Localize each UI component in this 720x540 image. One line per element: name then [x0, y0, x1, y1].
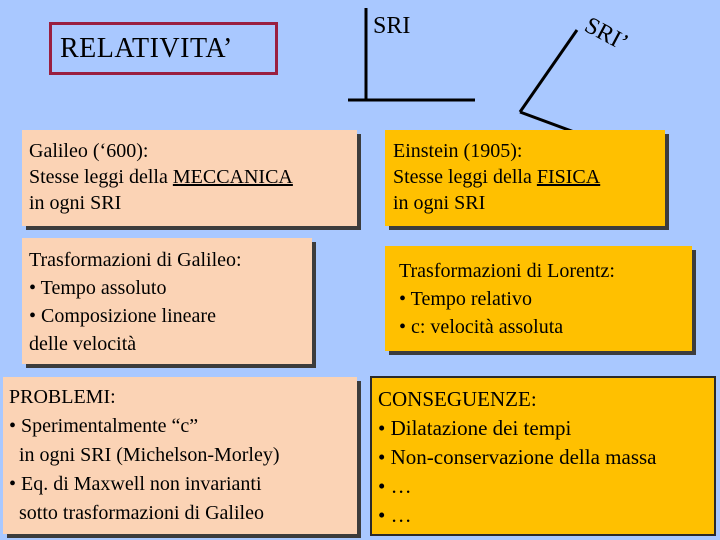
einstein-heading: Einstein (1905): — [393, 140, 523, 162]
list-item: • … — [378, 503, 412, 527]
galileo-statement-prefix: Stesse leggi della — [29, 166, 173, 188]
list-item: • Tempo assoluto — [29, 277, 167, 299]
lorentz-transformations-box — [385, 246, 692, 351]
list-item: • c: velocità assoluta — [399, 316, 564, 338]
list-item: • Dilatazione dei tempi — [378, 416, 572, 440]
consequences-heading: CONSEGUENZE: — [378, 387, 537, 411]
galileo-principle-box — [22, 130, 357, 226]
consequences-box — [370, 376, 716, 536]
list-item: • … — [378, 474, 412, 498]
list-item: • Non-conservazione della massa — [378, 445, 657, 469]
list-item: in ogni SRI (Michelson-Morley) — [19, 444, 280, 466]
einstein-scope: in ogni SRI — [393, 192, 486, 214]
galileo-scope: in ogni SRI — [29, 192, 122, 214]
galileo-statement — [29, 164, 350, 190]
galileo-transformations-heading: Trasformazioni di Galileo: — [29, 249, 242, 271]
list-item: • Composizione lineare — [29, 305, 216, 327]
list-item: • Eq. di Maxwell non invarianti — [9, 473, 262, 495]
list-item: • Sperimentalmente “c” — [9, 415, 199, 437]
list-item: delle velocità — [29, 333, 137, 355]
galileo-transformations-box — [22, 238, 312, 364]
galileo-heading: Galileo (‘600): — [29, 140, 149, 162]
list-item: sotto trasformazioni di Galileo — [19, 502, 264, 524]
fisica-underlined: FISICA — [536, 166, 601, 188]
slide-title: RELATIVITA’ — [49, 22, 278, 75]
einstein-statement — [393, 164, 657, 190]
list-item: • Tempo relativo — [399, 288, 532, 310]
sri-label: SRI — [373, 13, 411, 39]
einstein-principle-box — [385, 130, 665, 226]
einstein-statement-prefix: Stesse leggi della — [393, 166, 537, 188]
sri-prime-label: SRI’ — [580, 12, 633, 57]
sri-prime-y-axis — [520, 30, 577, 112]
meccanica-underlined: MECCANICA — [172, 166, 293, 188]
lorentz-transformations-heading: Trasformazioni di Lorentz: — [399, 260, 615, 282]
problems-box — [3, 377, 357, 534]
problems-heading: PROBLEMI: — [9, 386, 116, 408]
